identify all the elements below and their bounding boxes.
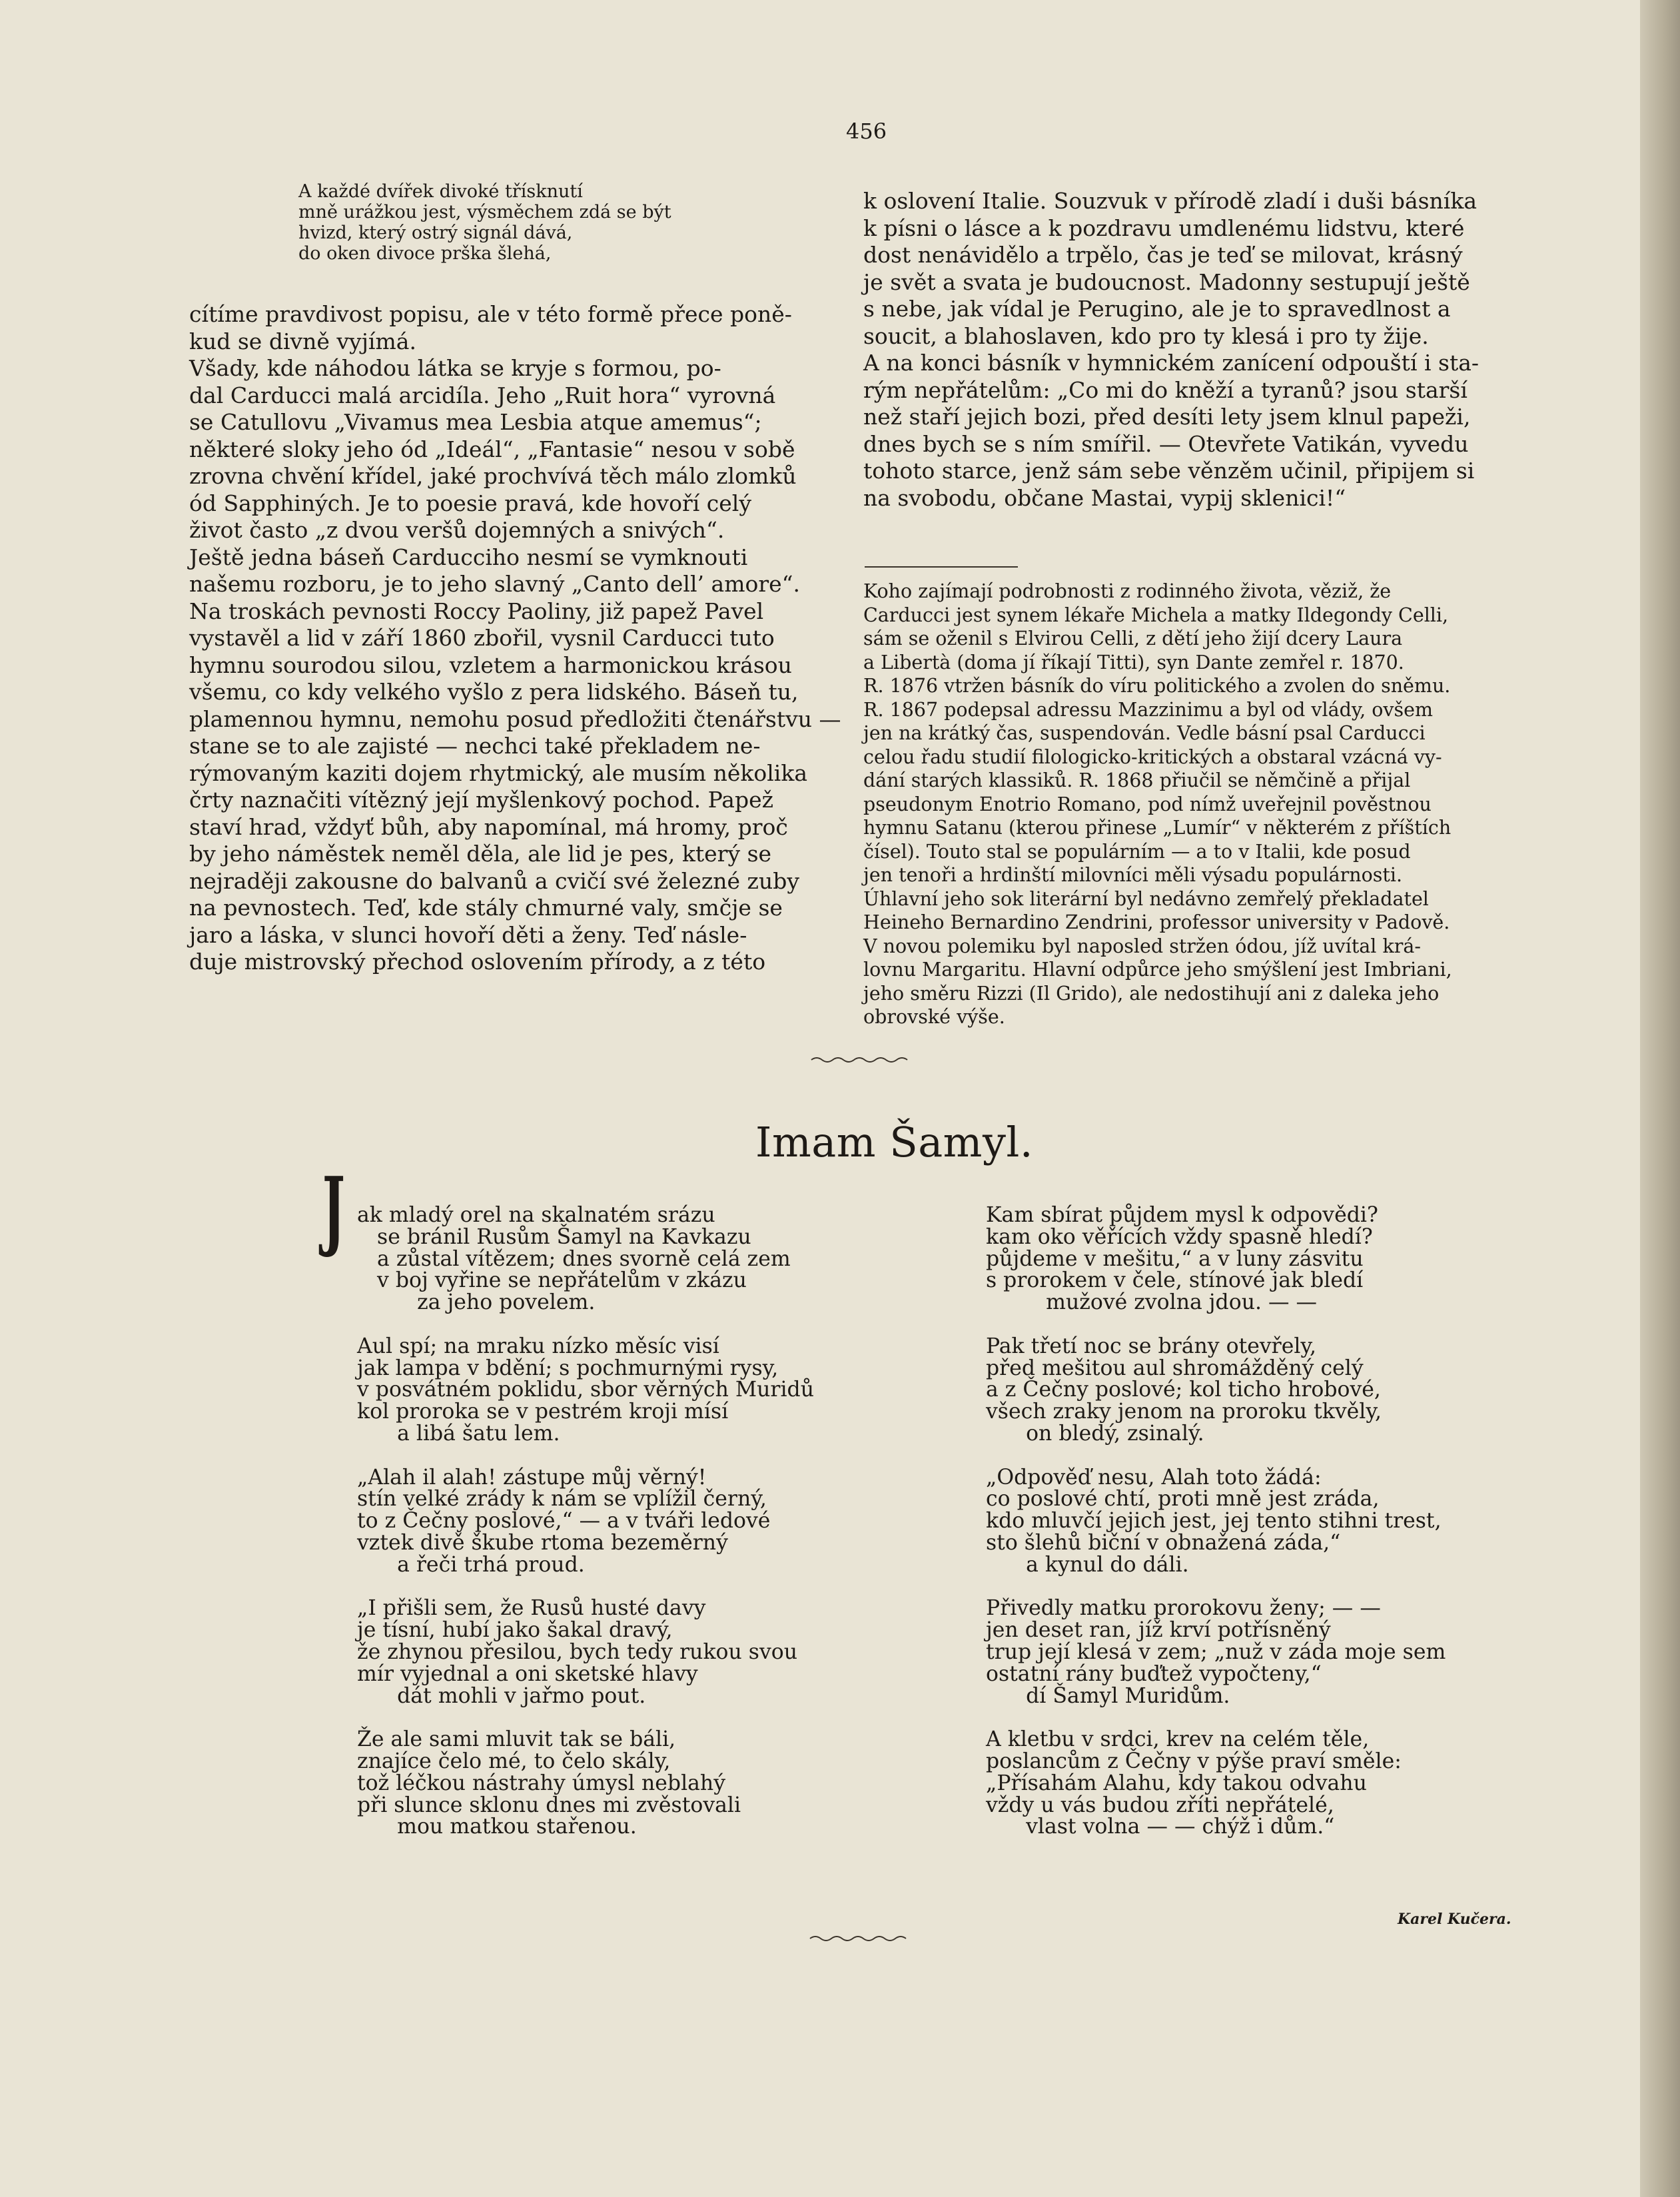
right-column	[863, 188, 1540, 512]
end-divider-ornament	[809, 1933, 909, 1944]
section-divider-ornament	[810, 1055, 910, 1065]
poem-right-stanzas: Kam sbírat půjdem mysl k odpovědi? kam oko věřících vždy spasně hledí? půjdeme v mešitu,“ a v luny zásvitu s prorokem v čele, stínové jak bledí mužové zvolna jdou. — — Pak třetí noc se brány otevřely, před mešitou aul shromážděný celý a z Čečny poslové; kol ticho hrobové, všech zraky jenom na proroku tkvěly, on bledý, zsinalý. „Odpověď nesu, Alah toto žádá: co poslové chtí, proti mně jest zráda, kdo mluvčí jejich jest, jej tento stihni trest, sto šlehů biční v obnažená záda,“ a kynul do dáli. Přivedly matku prorokovu ženy; — — jen deset ran, jíž krví potřísněný trup její klesá v zem; „nuž v záda moje sem ostatní rány buďtež vypočteny,“ dí Šamyl Muridům. A kletbu v srdci, krev na celém těle, poslancům z Čečny v pýše praví směle: „Přísahám Alahu, kdy takou odvahu vždy u vás budou zříti nepřátelé, vlast volna — — chýž i dům.“	[986, 1203, 1446, 1839]
left-column-text: cítíme pravdivost popisu, ale v této formě přece poně- kud se divně vyjímá. Všady, kde náhodou látka se kryje s formou, po- dal Carducci malá arcidíla. Jeho „Ruit hora“ vyrovná se Catullovu „Vivamus mea Lesbia atque amemus“; některé sloky jeho ód „Ideál“, „Fantasie“ nesou v sobě zrovna chvění křídel, jaké prochvívá těch málo zlomků ód Sapphiných. Je to poesie pravá, kde hovoří celý život často „z dvou veršů dojemných a snivých“. Ještě jedna báseň Carducciho nesmí se vymknouti našemu rozboru, je to jeho slavný „Canto dell’ amore“. Na troskách pevnosti Roccy Paoliny, již papež Pavel vystavěl a lid v září 1860 zbořil, vysnil Carducci tuto hymnu sourodou silou, vzletem a harmonickou krásou všemu, co kdy velkého vyšlo z pera lidského. Báseň tu, plamennou hymnu, nemohu posud předložiti čtenářstvu — stane se to ale zajisté — nechci také překladem ne- rýmovaným kaziti dojem rhytmický, ale musím několika črty naznačiti vítězný její myšlenkový pochod. Papež staví hrad, vždyť bůh, aby napomínal, má hromy, proč by jeho náměstek neměl děla, ale lid je pes, který se nejraději zakousne do balvanů a cvičí své železné zuby na pevnostech. Teď, kde stály chmurné valy, smčje se jaro a láska, v slunci hovoří děti a ženy. Teď násle- duje mistrovský přechod oslovením přírody, a z této	[189, 301, 841, 975]
left-column	[189, 301, 850, 976]
right-column-text: k oslovení Italie. Souzvuk v přírodě zladí i duši básníka k písni o lásce a k pozdravu umdlenému lidstvu, které dost nenávidělo a trpělo, čas je teď se milovat, krásný je svět a svata je budoucnost. Madonny sestupují ještě s nebe, jak vídal je Perugino, ale je to spravedlnost a soucit, a blahoslaven, kdo pro ty klesá i pro ty žije. A na konci básník v hymnickém zanícení odpouští i sta- rým nepřátelům: „Co mi do kněží a tyranů? jsou starší než staří jejich bozi, před desíti lety jsem klnul papeži, dnes bych se s ním smířil. — Otevřete Vatikán, vyvedu tohoto starce, jenž sám sebe věnzěm učinil, připijem si na svobodu, občane Mastai, vypij sklenici!“	[863, 188, 1479, 511]
poem-drop-cap: J	[322, 1158, 345, 1260]
poem-left-stanzas: ak mladý orel na skalnatém srázu se bránil Rusům Šamyl na Kavkazu a zůstal vítězem; dnes svorně celá zem v boj vyřine se nepřátelům v zkázu za jeho povelem. Aul spí; na mraku nízko měsíc visí jak lampa v bdění; s pochmurnými rysy, v posvátném poklidu, sbor věrných Muridů kol proroka se v pestrém kroji mísí a libá šatu lem. „Alah il alah! zástupe můj věrný! stín velké zrády k nám se vplížil černý, to z Čečny poslové,“ — a v tváři ledové vztek divě škube rtoma bezeměrný a řeči trhá proud. „I přišli sem, že Rusů husté davy je tísní, hubí jako šakal dravý, že zhynou přesilou, bych tedy rukou svou mír vyjednal a oni sketské hlavy dát mohli v jařmo pout. Že ale sami mluvit tak se báli, znajíce čelo mé, to čelo skály, tož léčkou nástrahy úmysl neblahý při slunce sklonu dnes mi zvěstovali mou matkou stařenou.	[357, 1203, 815, 1839]
footnote: Koho zajímají podrobnosti z rodinného života, věziž, že Carducci jest synem lékaře Michela a matky Ildegondy Celli, sám se oženil s Elvirou Celli, z dětí jeho žijí dcery Laura a Libertà (doma jí říkají Titti), syn Dante zemřel r. 1870. R. 1876 vtržen básník do víru politického a zvolen do sněmu. R. 1867 podepsal adressu Mazzinimu a byl od vlády, ovšem jen na krátký čas, suspendován. Vedle básní psal Carducci celou řadu studií filologicko-kritických a obstaral vzácná vy- dání starých klassiků. R. 1868 přiučil se němčině a přijal pseudonym Enotrio Romano, pod nímž uveřejnil pověstnou hymnu Satanu (kterou přinese „Lumír“ v některém z příštích čísel). Touto stal se populárním — a to v Italii, kde posud jen tenoři a hrdinští milovníci měli výsadu populárnosti. Úhlavní jeho sok literární byl nedávno zemřelý překladatel Heineho Bernardino Zendrini, professor university v Padově. V novou polemiku byl naposled stržen ódou, jíž uvítal krá- lovnu Margaritu. Hlavní odpůrce jeho smýšlení jest Imbriani, jeho směru Rizzi (Il Grido), ale nedostihují ani z daleka jeho obrovské výše.	[863, 580, 1452, 1028]
page-edge-shadow	[1640, 0, 1680, 2197]
footnote-rule	[865, 566, 1018, 568]
page-number: 456	[846, 119, 887, 144]
author-signature: Karel Kučera.	[1398, 1911, 1511, 1928]
opening-verse-quote: A každé dvířek divoké třísknutí mně urážkou jest, výsměchem zdá se být hvizd, který ostrý signál dává, do oken divoce prška šlehá,	[298, 181, 671, 264]
poem-title: Imam Šamyl.	[755, 1118, 1034, 1166]
